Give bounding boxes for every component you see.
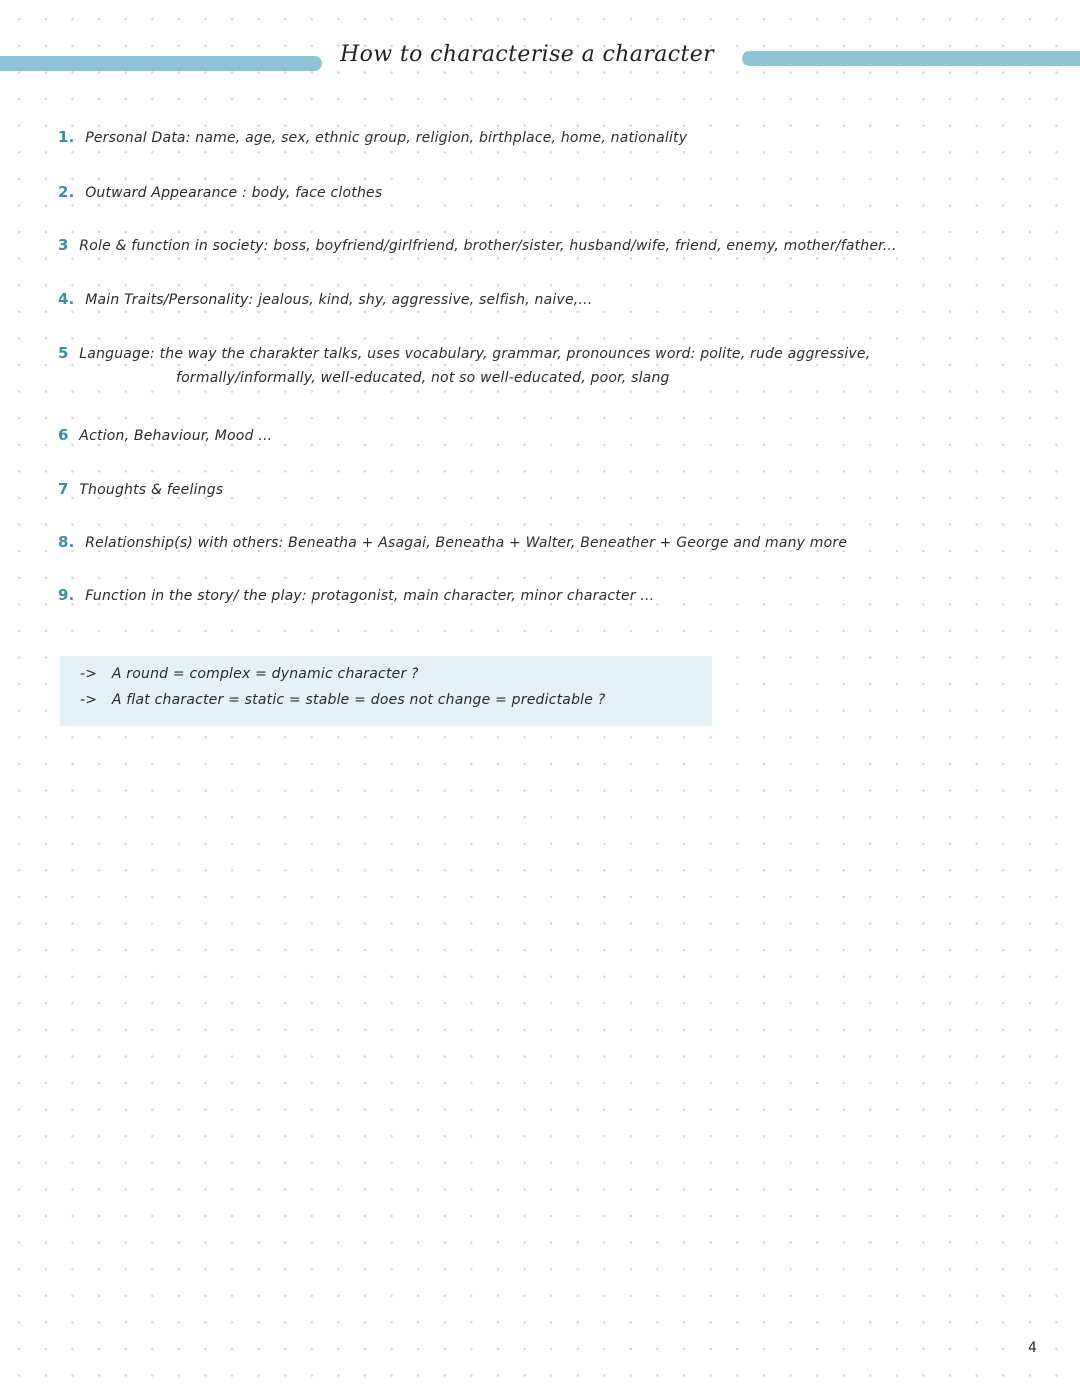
item-heading: Main Traits/Personality: <box>85 292 254 308</box>
item-body: boss, boyfriend/girlfriend, brother/sister, husband/wife, friend, enemy, mother/father... <box>273 238 897 254</box>
item-number: 2. <box>58 183 75 201</box>
item-heading: Outward Appearance : <box>85 185 247 201</box>
item-number: 4. <box>58 290 75 308</box>
item-number: 3 <box>58 236 69 254</box>
title-bar-left <box>0 56 322 71</box>
item-body: Beneatha + Asagai, Beneatha + Walter, Beneather + George and many more <box>288 535 848 551</box>
item-body: jealous, kind, shy, aggressive, selfish, naive,... <box>258 292 593 308</box>
arrow-right-icon: -> <box>80 666 98 682</box>
list-item-action-behaviour <box>58 426 272 444</box>
list-item-role-function <box>58 236 897 254</box>
item-heading: Language: <box>79 346 155 362</box>
list-item-main-traits <box>58 290 592 308</box>
item-number: 9. <box>58 586 75 604</box>
list-item-function-story <box>58 586 654 604</box>
list-item-language <box>58 344 870 362</box>
item-heading: Relationship(s) with others: <box>85 535 284 551</box>
list-item-relationships <box>58 533 847 551</box>
item-number: 6 <box>58 426 69 444</box>
page-number: 4 <box>1028 1340 1037 1356</box>
list-item-outward-appearance <box>58 183 382 201</box>
arrow-right-icon: -> <box>80 692 98 708</box>
item-body: body, face clothes <box>251 185 383 201</box>
language-item-continuation: formally/informally, well-educated, not so well-educated, poor, slang <box>176 370 670 386</box>
page-title: How to characterise a character <box>340 42 715 67</box>
item-heading: Role & function in society: <box>79 238 269 254</box>
item-heading: Action, Behaviour, Mood ... <box>79 428 273 444</box>
item-number: 5 <box>58 344 69 362</box>
item-number: 1. <box>58 128 75 146</box>
title-bar-right <box>742 51 1080 66</box>
list-item-thoughts-feelings <box>58 480 223 498</box>
item-heading: Personal Data: <box>85 130 191 146</box>
item-body: protagonist, main character, minor character ... <box>311 588 655 604</box>
note-line-round <box>80 666 419 682</box>
item-heading: Function in the story/ the play: <box>85 588 307 604</box>
item-body: name, age, sex, ethnic group, religion, birthplace, home, nationality <box>195 130 688 146</box>
note-text: A round = complex = dynamic character ? <box>111 666 419 682</box>
item-body: the way the charakter talks, uses vocabulary, grammar, pronounces word: polite, rude aggressive, <box>159 346 871 362</box>
item-number: 8. <box>58 533 75 551</box>
list-item-personal-data <box>58 128 687 146</box>
note-line-flat <box>80 692 605 708</box>
note-text: A flat character = static = stable = does not change = predictable ? <box>111 692 606 708</box>
item-number: 7 <box>58 480 69 498</box>
note-box <box>60 656 712 726</box>
item-heading: Thoughts & feelings <box>79 482 224 498</box>
